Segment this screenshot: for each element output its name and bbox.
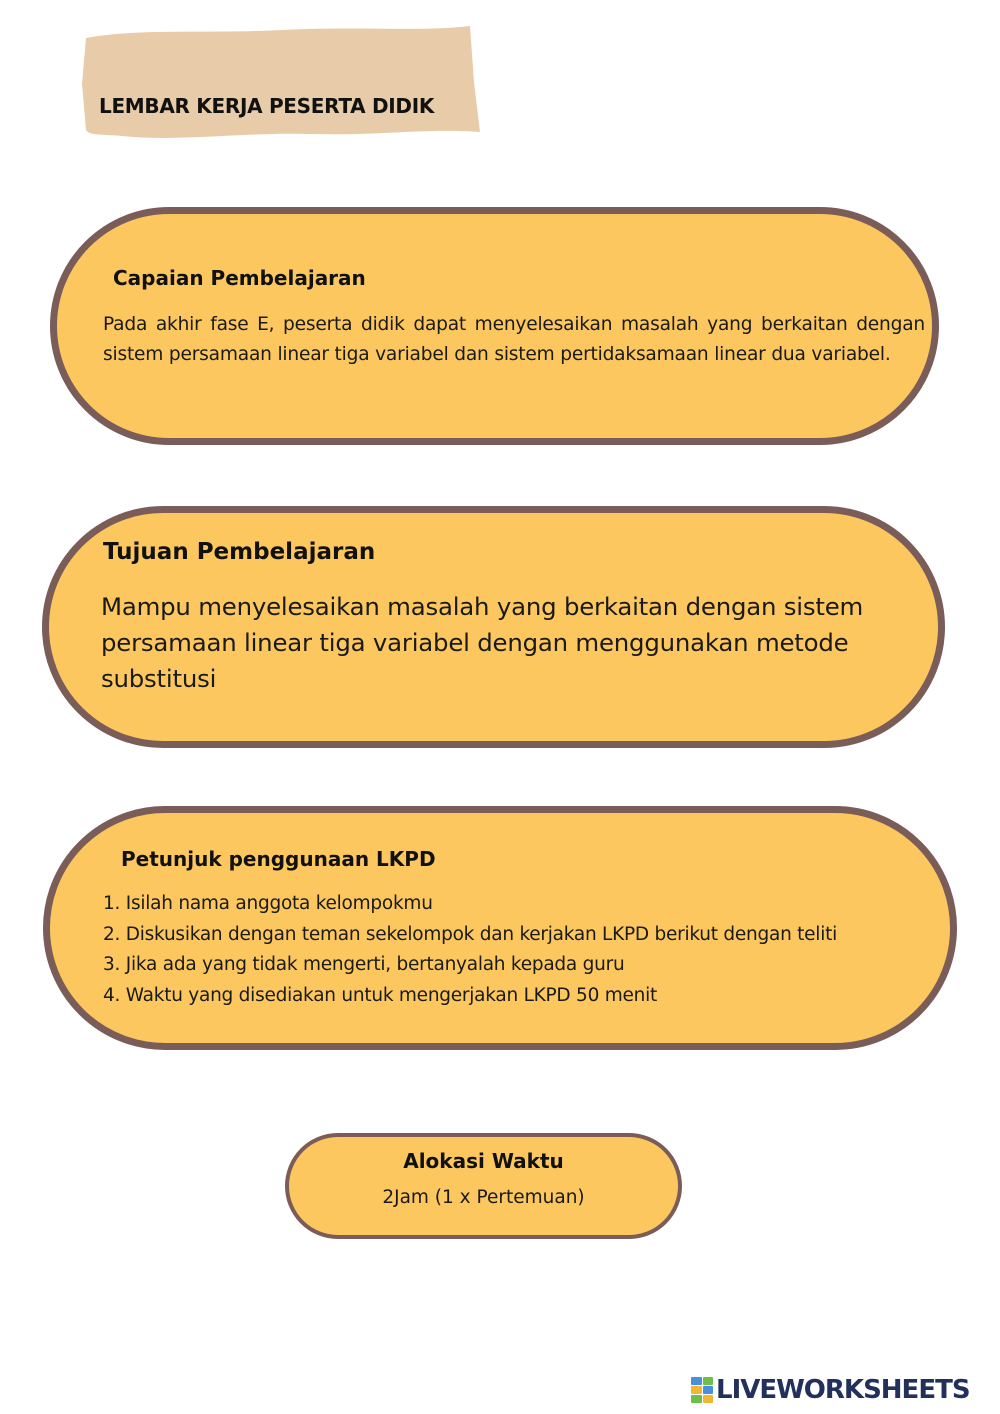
capaian-pembelajaran-card <box>50 207 939 445</box>
list-item: 3. Jika ada yang tidak mengerti, bertanyalah kepada guru <box>103 954 625 975</box>
petunjuk-list <box>103 889 837 1011</box>
liveworksheets-logo-icon <box>691 1377 713 1403</box>
list-item: 1. Isilah nama anggota kelompokmu <box>103 893 433 914</box>
capaian-text: Pada akhir fase E, peserta didik dapat menyelesaikan masalah yang berkaitan dengan sistem persamaan linear tiga variabel dan sistem pertidaksamaan linear dua variabel. <box>103 314 925 365</box>
list-item: 2. Diskusikan dengan teman sekelompok dan kerjakan LKPD berikut dengan teliti <box>103 923 837 945</box>
alokasi-title: Alokasi Waktu <box>403 1149 564 1173</box>
petunjuk-card <box>43 806 957 1050</box>
banner-shape <box>82 24 482 144</box>
capaian-title: Capaian Pembelajaran <box>113 266 366 290</box>
alokasi-text: 2Jam (1 x Pertemuan) <box>382 1187 585 1208</box>
tujuan-text: Mampu menyelesaikan masalah yang berkaitan dengan sistem persamaan linear tiga variabel dengan menggunakan metode substitusi <box>101 592 864 693</box>
tujuan-title: Tujuan Pembelajaran <box>103 539 376 565</box>
alokasi-waktu-card <box>285 1133 682 1239</box>
title-banner <box>82 24 482 144</box>
list-item: 4. Waktu yang disediakan untuk mengerjakan LKPD 50 menit <box>103 984 657 1006</box>
liveworksheets-logo[interactable] <box>691 1374 970 1406</box>
logo-text: LIVEWORKSHEETS <box>716 1375 970 1405</box>
page-title: LEMBAR KERJA PESERTA DIDIK <box>99 94 435 118</box>
tujuan-pembelajaran-card <box>42 506 945 748</box>
petunjuk-title: Petunjuk penggunaan LKPD <box>121 847 436 871</box>
